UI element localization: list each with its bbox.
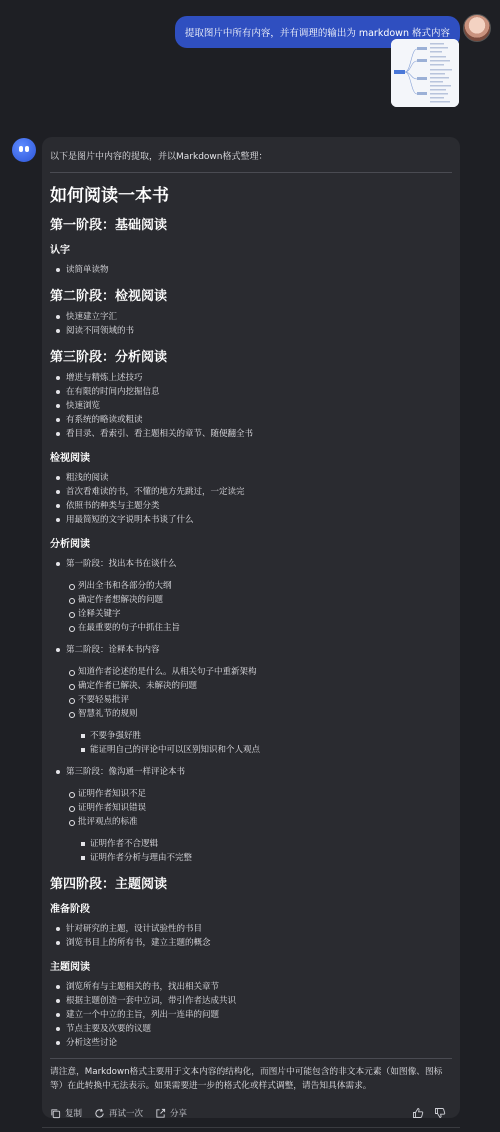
uploaded-image-thumbnail[interactable]: [391, 39, 459, 107]
list-item: 诠释关键字: [66, 607, 452, 621]
list-item: 根据主题创造一套中立词，带引作者达成共识: [50, 994, 452, 1008]
list-item: 列出全书和各部分的大纲: [66, 579, 452, 593]
list-item: 节点主要及次要的议题: [50, 1022, 452, 1036]
list-item: 分析这些讨论: [50, 1036, 452, 1050]
analyze-phase2-label: 第二阶段：诠释本书内容: [66, 645, 160, 655]
prep-list: [50, 922, 452, 950]
stage1-subheading: 认字: [50, 245, 70, 256]
stage1-list: [50, 263, 452, 277]
user-avatar[interactable]: [463, 14, 491, 42]
phase2-sublist: [66, 665, 452, 757]
feedback-buttons: [412, 1107, 446, 1119]
input-area-edge: [42, 1127, 460, 1132]
list-item: 在最重要的句子中抓住主旨: [66, 621, 452, 635]
list-item: 浏览所有与主题相关的书，找出相关章节: [50, 980, 452, 994]
list-item: 证明作者分析与理由不完整: [78, 851, 452, 865]
list-item: 阅读不同领域的书: [50, 324, 452, 338]
topic-heading: 主题阅读: [50, 962, 90, 973]
share-label: 分享: [170, 1109, 188, 1119]
list-item: [66, 815, 452, 865]
list-item: [50, 643, 452, 757]
stage4-heading: 第四阶段：主题阅读: [50, 877, 168, 892]
list-item: 在有限的时间内挖掘信息: [50, 385, 452, 399]
list-item: 有系统的略读或粗读: [50, 413, 452, 427]
list-item: 读简单读物: [50, 263, 452, 277]
list-item: 浏览书目上的所有书，建立主题的概念: [50, 936, 452, 950]
list-item: 依照书的种类与主题分类: [50, 499, 452, 513]
list-item: 证明作者不合逻辑: [78, 837, 452, 851]
list-item: 不要争强好胜: [78, 729, 452, 743]
topic-list: [50, 980, 452, 1050]
stage3-heading: 第三阶段：分析阅读: [50, 350, 168, 365]
copy-button[interactable]: [50, 1107, 82, 1119]
list-item: 快速建立字汇: [50, 310, 452, 324]
share-button[interactable]: [155, 1107, 187, 1119]
rules-label: 智慧礼节的规则: [78, 709, 138, 719]
criteria-label: 批评观点的标准: [78, 817, 138, 827]
list-item: 看目录、看索引、看主题相关的章节、随便翻全书: [50, 427, 452, 441]
stage2-list: [50, 310, 452, 338]
list-item: [50, 765, 452, 865]
list-item: 用最简短的文字说明本书谈了什么: [50, 513, 452, 527]
list-item: [66, 707, 452, 757]
assistant-message-card: [42, 137, 460, 1118]
list-item: 确定作者已解决、未解决的问题: [66, 679, 452, 693]
list-item: 不要轻易批评: [66, 693, 452, 707]
copy-icon: [50, 1108, 61, 1119]
prep-heading: 准备阶段: [50, 904, 90, 915]
list-item: 确定作者想解决的问题: [66, 593, 452, 607]
list-item: 增进与精炼上述技巧: [50, 371, 452, 385]
thumbs-down-icon[interactable]: [434, 1107, 446, 1119]
list-item: 粗浅的阅读: [50, 471, 452, 485]
divider: [50, 1058, 452, 1059]
list-item: 针对研究的主题，设计试验性的书目: [50, 922, 452, 936]
stage1-heading: 第一阶段：基础阅读: [50, 218, 168, 233]
copy-label: 复制: [65, 1109, 83, 1119]
list-item: 能证明自己的评论中可以区别知识和个人观点: [78, 743, 452, 757]
inspect-list: [50, 471, 452, 527]
rules-sublist: [78, 729, 452, 757]
analyze-phase3-label: 第三阶段：像沟通一样评论本书: [66, 767, 186, 777]
list-item: [50, 557, 452, 635]
list-item: 快速浏览: [50, 399, 452, 413]
assistant-note: 请注意，Markdown格式主要用于文本内容的结构化，而图片中可能包含的非文本元素（如图像、图标等）在此转换中无法表示。如果需要进一步的格式化或样式调整，请告知具体需求。: [50, 1067, 443, 1091]
retry-button[interactable]: [94, 1107, 143, 1119]
divider: [50, 172, 452, 173]
stage3-list: [50, 371, 452, 441]
analyze-list: [50, 557, 452, 865]
stage2-heading: 第二阶段：检视阅读: [50, 289, 168, 304]
criteria-sublist: [78, 837, 452, 865]
thumbs-up-icon[interactable]: [412, 1107, 424, 1119]
refresh-icon: [94, 1108, 105, 1119]
user-message-bubble: 提取图片中所有内容，并有调理的输出为 markdown 格式内容: [175, 16, 460, 48]
list-item: 证明作者知识不足: [66, 787, 452, 801]
list-item: 知道作者论述的是什么。从相关句子中重新架构: [66, 665, 452, 679]
share-icon: [155, 1108, 166, 1119]
message-actions: [50, 1107, 452, 1119]
analyze-phase1-label: 第一阶段：找出本书在谈什么: [66, 559, 177, 569]
analyze-heading: 分析阅读: [50, 539, 90, 550]
assistant-intro: 以下是图片中内容的提取，并以Markdown格式整理：: [50, 152, 268, 162]
list-item: 建立一个中立的主旨，列出一连串的问题: [50, 1008, 452, 1022]
doc-title: 如何阅读一本书: [50, 186, 169, 206]
inspect-heading: 检视阅读: [50, 453, 90, 464]
retry-label: 再试一次: [109, 1109, 144, 1119]
phase3-sublist: [66, 787, 452, 865]
assistant-avatar: [12, 138, 36, 162]
phase1-sublist: [66, 579, 452, 635]
list-item: 首次看难读的书，不懂的地方先跳过，一定读完: [50, 485, 452, 499]
mindmap-image: [391, 39, 459, 107]
list-item: 证明作者知识错误: [66, 801, 452, 815]
